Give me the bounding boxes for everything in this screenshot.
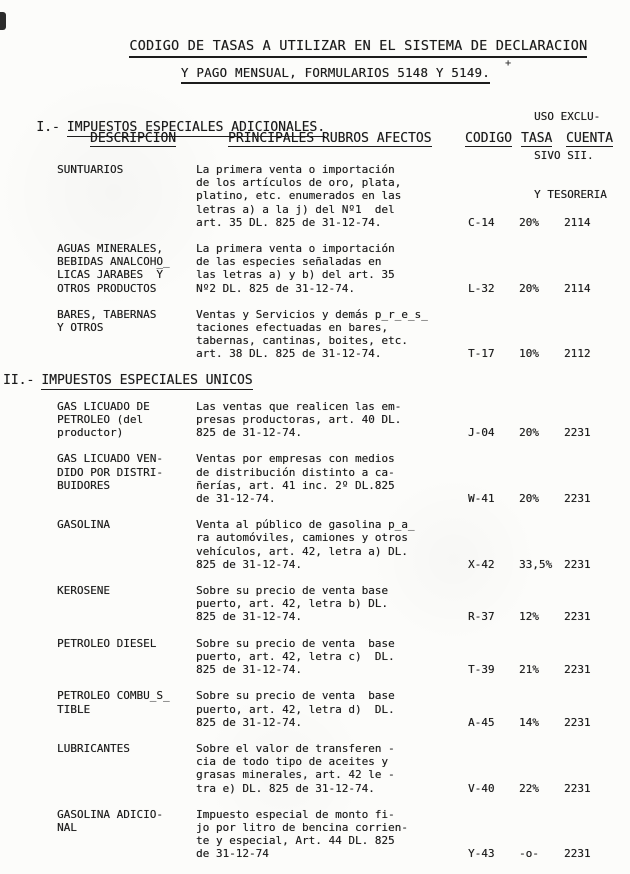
rubros-line: de los artículos de oro, plata, [196, 176, 402, 190]
rubros-cell [196, 452, 466, 505]
tasa-value: -o- [519, 847, 539, 861]
rubros-cell [196, 742, 466, 795]
table-row [0, 242, 630, 295]
cuenta-value: 2112 [564, 347, 591, 361]
section-title: IMPUESTOS ESPECIALES ADICIONALES. [66, 120, 326, 136]
descripcion-line: LUBRICANTES [57, 741, 130, 755]
rubros-cell [196, 808, 466, 861]
codigo-value: T-17 [468, 347, 495, 361]
descripcion-line: GAS LICUADO DE [57, 399, 150, 413]
descripcion-line: GASOLINA ADICIO- [57, 807, 163, 821]
codigo-value: Y-43 [468, 847, 495, 861]
descripcion-cell [57, 452, 196, 505]
codigo-value: W-41 [468, 492, 495, 506]
section-title: IMPUESTOS ESPECIALES UNICOS [41, 372, 253, 388]
rubros-line: de 31-12-74 [196, 847, 269, 861]
descripcion-line: Y OTROS [57, 321, 104, 335]
cuenta-value: 2231 [564, 426, 591, 440]
codigo-value: A-45 [468, 715, 495, 729]
codigo-value: L-32 [468, 281, 495, 295]
column-header-tasa: TASA [521, 131, 553, 146]
rubros-cell [196, 163, 466, 229]
rubros-line: Sobre el valor de transferen - [196, 741, 395, 755]
rubros-line: 825 de 31-12-74. [196, 610, 302, 624]
tasa-value: 21% [519, 663, 539, 677]
table-row [0, 400, 630, 440]
rubros-line: La primera venta o importación [196, 242, 395, 256]
codigo-value: X-42 [468, 557, 495, 571]
descripcion-cell [57, 808, 196, 861]
table-row [0, 163, 630, 229]
table-row [0, 808, 630, 861]
cuenta-value: 2231 [564, 715, 591, 729]
descripcion-cell [57, 689, 196, 729]
tasa-value: 22% [519, 781, 539, 795]
rubros-line: puerto, art. 42, letra d) DL. [196, 702, 395, 716]
rubros-line: La primera venta o importación [196, 163, 395, 176]
doc-title-line2 [150, 53, 490, 93]
table-row [0, 742, 630, 795]
cuenta-value: 2231 [564, 610, 591, 624]
rubros-line: puerto, art. 42, letra b) DL. [196, 597, 389, 611]
ink-smudge [0, 12, 6, 30]
rubros-cell [196, 584, 466, 624]
rubros-line: Impuesto especial de monto fi- [196, 807, 395, 821]
rubros-line: tra e) DL. 825 de 31-12-74. [196, 781, 375, 795]
tasa-value: 20% [519, 492, 539, 506]
column-header-row [0, 132, 630, 150]
rubros-line: platino, etc. enumerados en las [196, 189, 402, 203]
rubros-cell [196, 518, 466, 571]
tasa-value: 14% [519, 715, 539, 729]
rubros-line: Venta al público de gasolina p̲a̲ [196, 518, 415, 532]
tasa-value: 20% [519, 215, 539, 229]
rubros-line: Nº2 DL. 825 de 31-12-74. [196, 281, 355, 295]
tasa-value: 20% [519, 426, 539, 440]
rubros-line: Sobre su precio de venta base [196, 636, 395, 650]
descripcion-line: AGUAS MINERALES, [57, 242, 163, 256]
cuenta-value: 2231 [564, 557, 591, 571]
table-row [0, 637, 630, 677]
descripcion-line: PETROLEO COMBU̲S̲ [57, 689, 170, 703]
table-row [0, 452, 630, 505]
descripcion-line: SUNTUARIOS [57, 163, 124, 176]
rubros-line: grasas minerales, art. 42 le - [196, 768, 395, 782]
cuenta-value: 2231 [564, 663, 591, 677]
descripcion-line: PETROLEO (del [57, 413, 144, 427]
descripcion-line: BARES, TABERNAS [57, 307, 157, 321]
table-row [0, 584, 630, 624]
cuenta-value: 2231 [564, 492, 591, 506]
cuenta-value: 2114 [564, 215, 591, 229]
sii-use-note-line: USO EXCLU- [534, 110, 601, 123]
rubros-line: Sobre su precio de venta base [196, 689, 395, 703]
codigo-value: T-39 [468, 663, 495, 677]
rubros-line: de 31-12-74. [196, 492, 276, 506]
codigo-value: C-14 [468, 215, 495, 229]
descripcion-line: TIBLE [57, 702, 91, 716]
descripcion-line: KEROSENE [57, 584, 110, 598]
descripcion-cell [57, 242, 196, 295]
rubros-line: tabernas, cantinas, boites, etc. [196, 334, 408, 348]
rubros-cell [196, 308, 466, 361]
codigo-value: V-40 [468, 781, 495, 795]
descripcion-line: BEBIDAS ANALCOHO̲ [57, 255, 170, 269]
rubros-line: 825 de 31-12-74. [196, 426, 302, 440]
descripcion-cell [57, 584, 196, 624]
corner-mark: + [505, 58, 512, 69]
section-number: I.- [36, 120, 60, 136]
descripcion-line: DIDO POR DISTRI- [57, 465, 163, 479]
rubros-line: taciones efectuadas en bares, [196, 321, 389, 335]
rubros-line: 825 de 31-12-74. [196, 663, 302, 677]
table-body [0, 163, 630, 874]
rubros-line: Sobre su precio de venta base [196, 584, 389, 598]
rubros-line: las letras a) y b) del art. 35 [196, 268, 395, 282]
descripcion-line: OTROS PRODUCTOS [57, 281, 157, 295]
codigo-value: R-37 [468, 610, 495, 624]
cuenta-value: 2231 [564, 847, 591, 861]
rubros-line: 825 de 31-12-74. [196, 715, 302, 729]
descripcion-cell [57, 400, 196, 440]
column-header-descripcion: DESCRIPCION [90, 131, 177, 146]
sii-use-note-line: SIVO SII. [534, 149, 594, 162]
rubros-line: puerto, art. 42, letra c) DL. [196, 649, 395, 663]
column-header-codigo: CODIGO [465, 131, 512, 146]
column-header-rubros: PRINCIPALES RUBROS AFECTOS [228, 131, 432, 146]
doc-title-line1-text: CODIGO DE TASAS A UTILIZAR EN EL SISTEMA DE DECLARACION [129, 38, 587, 58]
descripcion-line: PETROLEO DIESEL [57, 636, 157, 650]
tasa-value: 20% [519, 281, 539, 295]
rubros-cell [196, 689, 466, 729]
table-row [0, 518, 630, 571]
section-number: II.- [3, 372, 35, 388]
descripcion-cell [57, 637, 196, 677]
section-heading [0, 374, 630, 387]
descripcion-line: GAS LICUADO VEN- [57, 452, 163, 466]
tasa-value: 12% [519, 610, 539, 624]
rubros-line: 825 de 31-12-74. [196, 557, 302, 571]
rubros-line: jo por litro de bencina corrien- [196, 820, 408, 834]
codigo-value: J-04 [468, 426, 495, 440]
rubros-line: ra automóviles, camiones y otros [196, 531, 408, 545]
rubros-line: te y especial, Art. 44 DL. 825 [196, 834, 395, 848]
rubros-line: presas productoras, art. 40 DL. [196, 413, 402, 427]
rubros-line: cia de todo tipo de aceites y [196, 755, 389, 769]
descripcion-line: BUIDORES [57, 478, 110, 492]
cuenta-value: 2231 [564, 781, 591, 795]
column-header-cuenta: CUENTA [566, 131, 613, 146]
table-row [0, 689, 630, 729]
descripcion-cell [57, 518, 196, 571]
rubros-line: Ventas por empresas con medios [196, 452, 395, 466]
rubros-line: art. 38 DL. 825 de 31-12-74. [196, 347, 382, 361]
descripcion-line: NAL [57, 820, 77, 834]
rubros-cell [196, 400, 466, 440]
rubros-line: vehículos, art. 42, letra a) DL. [196, 544, 408, 558]
descripcion-line: productor) [57, 426, 124, 440]
rubros-line: Ventas y Servicios y demás p̲r̲e̲s̲ [196, 307, 428, 321]
cuenta-value: 2114 [564, 281, 591, 295]
descripcion-line: GASOLINA [57, 518, 110, 532]
table-row [0, 308, 630, 361]
descripcion-cell [57, 163, 196, 229]
rubros-line: art. 35 DL. 825 de 31-12-74. [196, 215, 382, 229]
descripcion-cell [57, 742, 196, 795]
rubros-line: de las especies señaladas en [196, 255, 382, 269]
rubros-line: Las ventas que realicen las em- [196, 399, 402, 413]
rubros-line: de distribución distinto a ca- [196, 465, 395, 479]
rubros-cell [196, 242, 466, 295]
sii-use-note-line: Y TESORERIA [534, 188, 607, 201]
descripcion-cell [57, 308, 196, 361]
doc-title-line2-text: Y PAGO MENSUAL, FORMULARIOS 5148 Y 5149. [181, 65, 490, 84]
descripcion-line: LICAS JARABES Y̅ [57, 268, 163, 282]
rubros-cell [196, 637, 466, 677]
rubros-line: ñerías, art. 41 inc. 2º DL.825 [196, 478, 395, 492]
tasa-value: 10% [519, 347, 539, 361]
rubros-line: letras a) a la j) del Nº1 del [196, 202, 395, 216]
tasa-value: 33,5% [519, 557, 553, 571]
